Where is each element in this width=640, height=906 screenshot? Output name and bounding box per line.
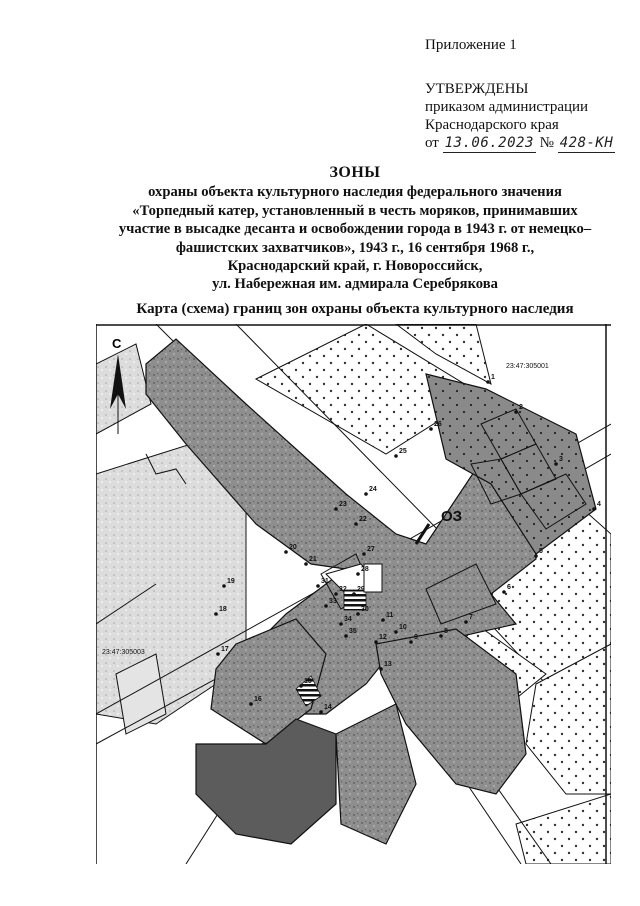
boundary-point-label: 19 xyxy=(227,578,235,585)
handwritten-date: 13.06.2023 xyxy=(444,135,534,151)
boundary-point-marker xyxy=(334,507,338,511)
boundary-point-label: 5 xyxy=(539,548,543,555)
boundary-point-marker xyxy=(304,562,308,566)
boundary-point-marker xyxy=(299,684,303,688)
boundary-point-marker xyxy=(354,522,358,526)
boundary-point-marker xyxy=(534,554,538,558)
boundary-point-label: 23 xyxy=(339,501,347,508)
north-label: С xyxy=(112,336,122,351)
boundary-point-marker xyxy=(216,652,220,656)
boundary-point-marker xyxy=(514,410,518,414)
title-line-2: «Торпедный катер, установленный в честь моряков, принимавших xyxy=(132,202,578,219)
boundary-point-label: 3 xyxy=(559,456,563,463)
number-sign: № xyxy=(539,135,554,151)
title-heading: ЗОНЫ xyxy=(329,164,381,181)
boundary-point-label: 28 xyxy=(361,566,369,573)
boundary-point-label: 11 xyxy=(386,612,394,619)
cadastral-label-1: 23:47:305001 xyxy=(506,363,549,370)
approval-block xyxy=(425,80,615,153)
boundary-point-marker xyxy=(352,592,356,596)
boundary-point-marker xyxy=(344,634,348,638)
boundary-point-marker xyxy=(364,492,368,496)
title-line-6: ул. Набережная им. адмирала Серебрякова xyxy=(212,276,498,293)
boundary-point-marker xyxy=(319,710,323,714)
boundary-point-label: 24 xyxy=(369,486,377,493)
boundary-point-marker xyxy=(249,702,253,706)
boundary-point-label: 13 xyxy=(384,661,392,668)
boundary-point-marker xyxy=(394,630,398,634)
boundary-point-label: 9 xyxy=(414,634,418,641)
boundary-point-label: 31 xyxy=(321,578,329,585)
boundary-point-marker xyxy=(592,507,596,511)
title-line-3: участие в высадке десанта и освобождении города в 1943 г. от немецко– xyxy=(118,221,592,238)
boundary-point-label: 29 xyxy=(357,586,365,593)
boundary-point-label: 7 xyxy=(469,614,473,621)
boundary-point-label: 1 xyxy=(491,374,495,381)
approval-region: Краснодарского края xyxy=(425,117,559,133)
boundary-point-marker xyxy=(324,604,328,608)
boundary-point-marker xyxy=(381,618,385,622)
boundary-point-marker xyxy=(409,640,413,644)
approval-date-line xyxy=(425,134,615,153)
boundary-point-label: 18 xyxy=(219,606,227,613)
boundary-point-label: 4 xyxy=(597,501,601,508)
approval-title: УТВЕРЖДЕНЫ xyxy=(425,81,529,97)
boundary-point-label: 8 xyxy=(444,628,448,635)
boundary-point-marker xyxy=(429,427,433,431)
title-line-4: фашистских захватчиков», 1943 г., 16 сентября 1968 г., xyxy=(175,239,535,256)
boundary-point-label: 2 xyxy=(519,404,523,411)
map-caption: Карта (схема) границ зон охраны объекта культурного наследия xyxy=(136,301,574,317)
boundary-point-marker xyxy=(214,612,218,616)
boundary-point-label: 30 xyxy=(361,606,369,613)
zone-label: ОЗ xyxy=(441,508,463,525)
boundary-point-label: 21 xyxy=(309,556,317,563)
boundary-point-marker xyxy=(356,612,360,616)
boundary-point-label: 26 xyxy=(434,421,442,428)
boundary-point-label: 12 xyxy=(379,634,387,641)
appendix-label: Приложение 1 xyxy=(425,37,517,53)
boundary-point-marker xyxy=(362,552,366,556)
boundary-point-marker xyxy=(356,572,360,576)
document-title xyxy=(95,164,615,294)
boundary-point-label: 34 xyxy=(344,616,352,623)
boundary-point-label: 6 xyxy=(507,584,511,591)
boundary-point-label: 22 xyxy=(359,516,367,523)
boundary-point-label: 14 xyxy=(324,704,332,711)
boundary-point-marker xyxy=(284,550,288,554)
boundary-point-label: 27 xyxy=(367,546,375,553)
title-line-1: охраны объекта культурного наследия федерального значения xyxy=(148,184,562,201)
boundary-point-label: 20 xyxy=(289,544,297,551)
boundary-point-label: 17 xyxy=(221,646,229,653)
approval-authority: приказом администрации xyxy=(425,99,589,115)
boundary-point-marker xyxy=(464,620,468,624)
boundary-point-marker xyxy=(339,622,343,626)
zone-map xyxy=(96,324,611,864)
boundary-point-marker xyxy=(439,634,443,638)
boundary-point-marker xyxy=(222,584,226,588)
boundary-point-label: 15 xyxy=(304,678,312,685)
boundary-point-label: 35 xyxy=(349,628,357,635)
boundary-point-marker xyxy=(502,590,506,594)
zone-map-svg xyxy=(96,324,611,864)
handwritten-number: 428-КН xyxy=(559,135,614,151)
boundary-point-marker xyxy=(554,462,558,466)
boundary-point-label: 10 xyxy=(399,624,407,631)
boundary-point-marker xyxy=(379,667,383,671)
boundary-point-marker xyxy=(374,640,378,644)
boundary-point-label: 33 xyxy=(329,598,337,605)
boundary-point-marker xyxy=(394,454,398,458)
boundary-point-label: 25 xyxy=(399,448,407,455)
boundary-point-marker xyxy=(316,584,320,588)
boundary-point-label: 32 xyxy=(339,586,347,593)
date-prefix: от xyxy=(425,135,439,151)
boundary-point-marker xyxy=(334,592,338,596)
cadastral-label-2: 23:47:305003 xyxy=(102,649,145,656)
boundary-point-label: 16 xyxy=(254,696,262,703)
title-line-5: Краснодарский край, г. Новороссийск, xyxy=(227,258,483,275)
boundary-point-marker xyxy=(486,380,490,384)
